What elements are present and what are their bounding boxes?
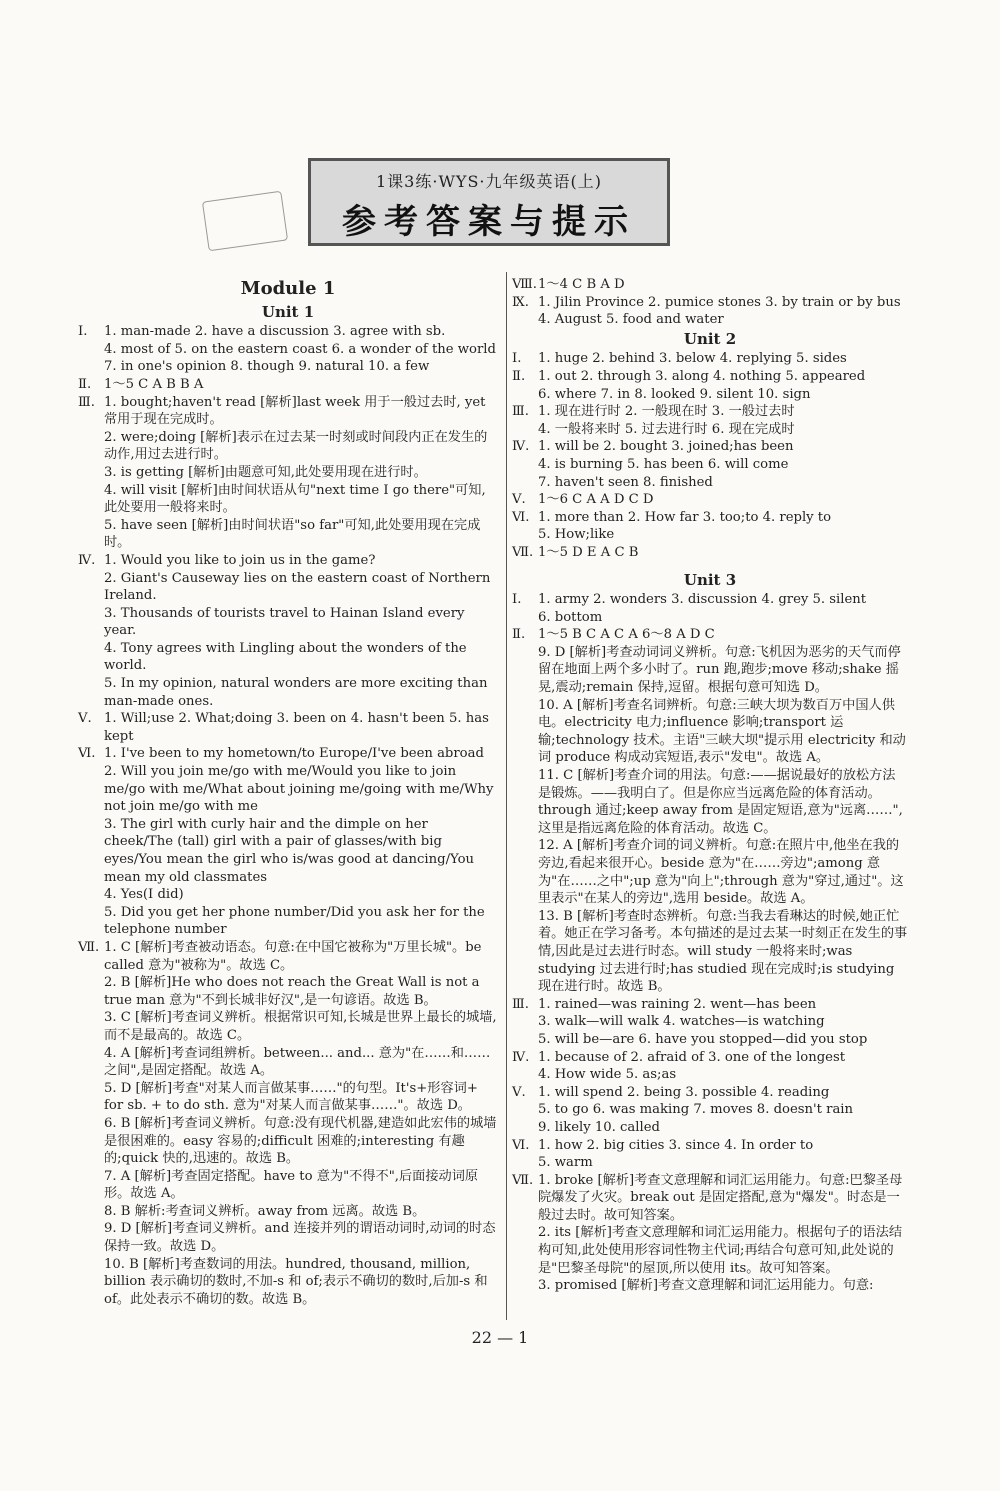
section-numeral: Ⅳ. [512,439,530,455]
answer-line [78,816,498,886]
section-numeral [78,358,104,376]
section-numeral [78,1203,104,1221]
title-banner [308,158,670,246]
answer-line [512,1277,908,1295]
answer-text: 2. B [解析]He who does not reach the Great Wall is not a true man 意为"不到长城非好汉",是一句谚语。故选 B。 [104,975,480,1008]
section-numeral: Ⅱ. [512,368,526,384]
answer-line [78,1256,498,1309]
section-numeral [512,1119,538,1137]
answer-line [512,350,908,368]
answer-line [78,394,498,429]
section-numeral: Ⅳ. [78,552,96,568]
answer-text: 9. D [解析]考查词义辨析。and 连接并列的谓语动词时,动词的时态保持一致。故选 D。 [104,1221,496,1255]
answer-line [512,403,908,421]
answer-line [78,939,498,974]
section-numeral: Ⅱ. [512,627,526,643]
answer-line [78,323,498,341]
answer-text: 1～6 C A A D C D [538,492,654,508]
section-numeral [78,1220,104,1255]
answer-text: 5. Did you get her phone number/Did you ask her for the telephone number [104,904,485,938]
answer-line [512,644,908,697]
answer-line [512,1154,908,1172]
answer-line [512,509,908,527]
section-numeral [78,763,104,816]
section-numeral [512,311,538,329]
section-numeral [78,1168,104,1203]
answer-text: 5. have seen [解析]由时间状语"so far"可知,此处要用现在完成时。 [104,517,481,551]
right-answer-list-c [512,591,908,1295]
section-numeral [512,1066,538,1084]
answer-line [78,974,498,1009]
answer-line [512,1013,908,1031]
answer-line [512,1031,908,1049]
answer-line [78,745,498,763]
section-numeral [78,429,104,464]
answer-text: 5. How;like [538,527,615,543]
section-numeral [78,1045,104,1080]
answer-text: 1～4 C B A D [538,277,625,292]
answer-line [512,767,908,837]
answer-line [78,570,498,605]
section-numeral [512,644,538,697]
answer-text: 1. bought;haven't read [解析]last week 用于一般过去时, yet 常用于现在完成时。 [104,394,486,428]
answer-line [512,908,908,996]
answer-line [512,626,908,644]
section-numeral: Ⅸ. [512,294,529,310]
answer-line [78,341,498,359]
answer-line [78,1168,498,1203]
answer-text: 3. promised [解析]考查文意理解和词汇运用能力。句意: [538,1278,874,1294]
answer-line [512,1119,908,1137]
section-numeral: Ⅵ. [78,746,96,762]
answer-line [512,1137,908,1155]
answer-line [78,1080,498,1115]
answer-text: 1. will be 2. bought 3. joined;has been [538,439,794,455]
section-numeral [78,675,104,710]
answer-text: 4. August 5. food and water [538,312,724,328]
answer-text: 3. is getting [解析]由题意可知,此处要用现在进行时。 [104,464,427,480]
section-numeral [78,974,104,1009]
answer-line [512,1172,908,1225]
answer-text: 1～5 D E A C B [538,544,639,560]
answer-text: 9. likely 10. called [538,1119,660,1135]
section-numeral: Ⅶ. [512,1172,534,1188]
answer-text: 8. B 解析:考查词义辨析。away from 远离。故选 B。 [104,1203,426,1219]
answer-line [78,1009,498,1044]
unit-title: Unit 2 [683,329,737,348]
answer-line [78,517,498,552]
answer-text: 1. man-made 2. have a discussion 3. agree with sb. [104,324,446,340]
section-numeral [512,1101,538,1119]
watermark-logo [830,1400,970,1476]
section-numeral [512,526,538,544]
answer-line [78,763,498,816]
answer-text: 1～5 B C A C A 6～8 A D C [538,627,715,643]
right-answer-list-b [512,350,908,561]
answer-text: 1. out 2. through 3. along 4. nothing 5. appeared [538,368,866,384]
answer-line [78,429,498,464]
section-numeral: Ⅳ. [512,1049,530,1065]
section-numeral [78,464,104,482]
answer-text: 2. were;doing [解析]表示在过去某一时刻或时间段内正在发生的动作,用过去进行时。 [104,429,488,463]
answer-line [512,311,908,329]
page-title: 参考答案与提示 [342,202,636,242]
answer-text: 1. broke [解析]考查文意理解和词汇运用能力。句意:巴黎圣母院爆发了火灾。break out 是固定搭配,意为"爆发"。时态是一般过去时。故可知答案。 [538,1172,903,1223]
section-numeral: Ⅲ. [512,996,529,1012]
answer-text: 7. haven't seen 8. finished [538,474,713,490]
answer-line [78,358,498,376]
answer-line [78,886,498,904]
section-numeral: Ⅱ. [78,376,92,392]
answer-line [512,276,908,294]
section-numeral [78,640,104,675]
page-number: 22 — 1 [471,1328,529,1347]
answer-line [512,474,908,492]
section-numeral [78,1115,104,1168]
answer-text: 4. A [解析]考查词组辨析。between... and... 意为"在……和……之间",是固定搭配。故选 A。 [104,1045,491,1079]
answer-text: 1～5 C A B B A [104,376,204,392]
answer-line [78,1115,498,1168]
answer-text: 4. will visit [解析]由时间状语从句"next time I go there"可知,此处要用一般将来时。 [104,482,486,516]
answer-text: 7. in one's opinion 8. though 9. natural 10. a few [104,359,430,375]
answer-line [512,1084,908,1102]
answer-text: 12. A [解析]考查介词的词义辨析。句意:在照片中,他坐在我的旁边,看起来很开心。beside 意为"在……旁边";among 意为"在……之中";up 意为"向上";through 意为"穿过,通过"。这里表示"在某人的旁边",选用 beside。故选 A。 [538,838,904,907]
answer-line [78,1220,498,1255]
answer-text: 1. 现在进行时 2. 一般现在时 3. 一般过去时 [538,404,795,420]
answer-text: 6. where 7. in 8. looked 9. silent 10. sign [538,386,811,402]
answer-line [512,609,908,627]
answer-text: 1. Jilin Province 2. pumice stones 3. by train or by bus [538,294,901,310]
answer-text: 1. C [解析]考查被动语态。句意:在中国它被称为"万里长城"。be called 意为"被称为"。故选 C。 [104,939,482,973]
answer-text: 11. C [解析]考查介词的用法。句意:——据说最好的放松方法是锻炼。——我明白了。但是你应当远离危险的体育活动。through 通过;keep away from 是固定短语,意为"远离……",这里是指远离危险的体育活动。故选 C。 [538,768,903,836]
section-numeral [512,421,538,439]
answer-text: 1. I've been to my hometown/to Europe/I've been abroad [104,746,484,762]
section-numeral [78,1080,104,1115]
section-numeral [78,341,104,359]
answer-text: 1. because of 2. afraid of 3. one of the longest [538,1049,846,1065]
section-numeral [78,904,104,939]
left-answer-list [78,323,498,1308]
answer-text: 2. its [解析]考查文意理解和词汇运用能力。根据句子的语法结构可知,此处使用形容词性物主代词;再结合句意可知,此处说的是"巴黎圣母院"的屋顶,所以使用 its。故可知答案。 [538,1225,903,1276]
answer-text: 5. In my opinion, natural wonders are more exciting than man-made ones. [104,676,488,709]
section-numeral [78,570,104,605]
answer-line [512,697,908,767]
answer-text: 10. A [解析]考查名词辨析。句意:三峡大坝为数百万中国人供电。electricity 电力;influence 影响;transport 运输;technology 技术。主语"三峡大坝"提示用 electricity 和动词 produce 构成动宾短语,表示"发电"。故选 A。 [538,697,906,766]
answer-line [512,591,908,609]
answer-text: 1. Would you like to join us in the game? [104,552,376,568]
section-numeral [512,609,538,627]
answer-text: 1. will spend 2. being 3. possible 4. reading [538,1084,830,1100]
answer-text: 5. will be—are 6. have you stopped—did you stop [538,1031,868,1047]
answer-line [78,376,498,394]
answer-text: 1. Will;use 2. What;doing 3. been on 4. hasn't been 5. has kept [104,711,489,744]
right-answer-list-a [512,276,908,329]
answer-line [78,1203,498,1221]
unit-title: Unit 1 [261,302,315,321]
answer-line [512,491,908,509]
section-numeral [512,767,538,837]
answer-line [78,605,498,640]
answer-text: 2. Will you join me/go with me/Would you like to join me/go with me/What about joining me/going with me/Why not join me/go with me [104,764,494,815]
section-numeral: Ⅰ. [512,351,522,367]
answer-text: 4. most of 5. on the eastern coast 6. a wonder of the world [104,341,496,357]
answer-line [78,482,498,517]
answer-line [512,386,908,404]
answer-text: 5. D [解析]考查"对某人而言做某事……"的句型。It's+形容词+ for sb. + to do sth. 意为"对某人而言做某事……"。故选 D。 [104,1080,478,1114]
left-column [78,276,498,1308]
section-numeral [512,386,538,404]
answer-text: 9. D [解析]考查动词词义辨析。句意:飞机因为恶劣的天气而停留在地面上两个多小时了。run 跑,跑步;move 移动;shake 摇晃,震动;remain 保持,逗留。根据句意可知选 D。 [538,644,901,696]
column-divider [506,272,507,1320]
answer-text: 1. how 2. big cities 3. since 4. In order to [538,1137,814,1153]
section-numeral: Ⅰ. [78,324,88,340]
stamp-graphic [202,191,288,252]
section-numeral: Ⅵ. [512,1137,530,1153]
book-subtitle: 1课3练·WYS·九年级英语(上) [376,172,602,191]
section-numeral [78,482,104,517]
section-numeral [512,908,538,996]
answer-text: 5. to go 6. was making 7. moves 8. doesn't rain [538,1102,854,1118]
answer-text: 4. 一般将来时 5. 过去进行时 6. 现在完成时 [538,421,795,437]
answer-line [512,1224,908,1277]
answer-line [512,456,908,474]
answer-text: 4. Tony agrees with Lingling about the wonders of the world. [104,640,467,674]
section-numeral: Ⅶ. [78,939,100,955]
section-numeral: Ⅴ. [78,711,92,727]
section-numeral [78,1256,104,1309]
section-numeral [78,605,104,640]
answer-text: 3. Thousands of tourists travel to Hainan Island every year. [104,605,465,639]
answer-text: 6. bottom [538,609,603,625]
section-numeral: Ⅷ. [512,277,537,292]
module-title: Module 1 [240,278,336,299]
answer-text: 13. B [解析]考查时态辨析。句意:当我去看琳达的时候,她正忙着。她正在学习备考。本句描述的是过去某一时刻正在发生的事情,因此是过去进行时态。will study 一般将来时;was studying 过去进行时;has studied 现在完成时;is studying 现在进行时。故选 B。 [538,908,908,995]
answer-line [78,675,498,710]
answer-line [512,1101,908,1119]
answer-line [78,552,498,570]
answer-text: 3. walk—will walk 4. watches—is watching [538,1014,825,1030]
section-numeral: Ⅲ. [78,394,95,410]
answer-line [512,1066,908,1084]
right-column [512,276,908,1295]
answer-line [78,904,498,939]
answer-text: 3. C [解析]考查词义辨析。根据常识可知,长城是世界上最长的城墙,而不是最高的。故选 C。 [104,1010,497,1043]
section-numeral [512,697,538,767]
answer-text: 4. Yes(I did) [104,887,184,903]
section-numeral: Ⅴ. [512,492,526,508]
answer-text: 4. How wide 5. as;as [538,1067,677,1083]
answer-line [512,1049,908,1067]
answer-line [512,837,908,907]
section-numeral [78,517,104,552]
section-numeral [512,456,538,474]
answer-text: 1. army 2. wonders 3. discussion 4. grey 5. silent [538,592,867,608]
section-numeral: Ⅴ. [512,1084,526,1100]
answer-text: 1. more than 2. How far 3. too;to 4. reply to [538,509,832,525]
section-numeral [512,1013,538,1031]
section-numeral: Ⅵ. [512,509,530,525]
answer-text: 5. warm [538,1155,593,1171]
answer-line [78,640,498,675]
section-numeral: Ⅰ. [512,592,522,608]
section-numeral [512,1277,538,1295]
section-numeral [78,816,104,886]
answer-text: 4. is burning 5. has been 6. will come [538,456,789,472]
section-numeral: Ⅲ. [512,404,529,420]
answer-line [512,368,908,386]
answer-text: 7. A [解析]考查固定搭配。have to 意为"不得不",后面接动词原形。故选 A。 [104,1168,479,1202]
section-numeral [78,886,104,904]
answer-line [512,421,908,439]
answer-line [512,438,908,456]
section-numeral [512,1154,538,1172]
answer-text: 3. The girl with curly hair and the dimple on her cheek/The (tall) girl with a pair of glasses/with big eyes/You mean the girl who is/was good at dancing/You mean my old classmates [104,816,475,885]
answer-line [78,464,498,482]
unit-title: Unit 3 [683,570,737,589]
answer-line [78,710,498,745]
answer-text: 6. B [解析]考查词义辨析。句意:没有现代机器,建造如此宏伟的城墙是很困难的。easy 容易的;difficult 困难的;interesting 有趣的;quick 快的,迅速的。故选 B。 [104,1115,497,1167]
section-numeral [512,1224,538,1277]
answer-line [78,1045,498,1080]
answer-line [512,544,908,562]
answer-line [512,996,908,1014]
section-numeral [512,1031,538,1049]
section-numeral: Ⅶ. [512,544,534,560]
answer-text: 2. Giant's Causeway lies on the eastern coast of Northern Ireland. [104,570,491,604]
section-numeral [512,474,538,492]
answer-text: 1. huge 2. behind 3. below 4. replying 5. sides [538,351,847,367]
section-numeral [512,837,538,907]
answer-line [512,526,908,544]
answer-text: 1. rained—was raining 2. went—has been [538,996,817,1012]
answer-line [512,294,908,312]
answer-text: 10. B [解析]考查数词的用法。hundred, thousand, million, billion 表示确切的数时,不加-s 和 of;表示不确切的数时,后加-s 和 of。此处表示不确切的数。故选 B。 [104,1256,488,1307]
section-numeral [78,1009,104,1044]
